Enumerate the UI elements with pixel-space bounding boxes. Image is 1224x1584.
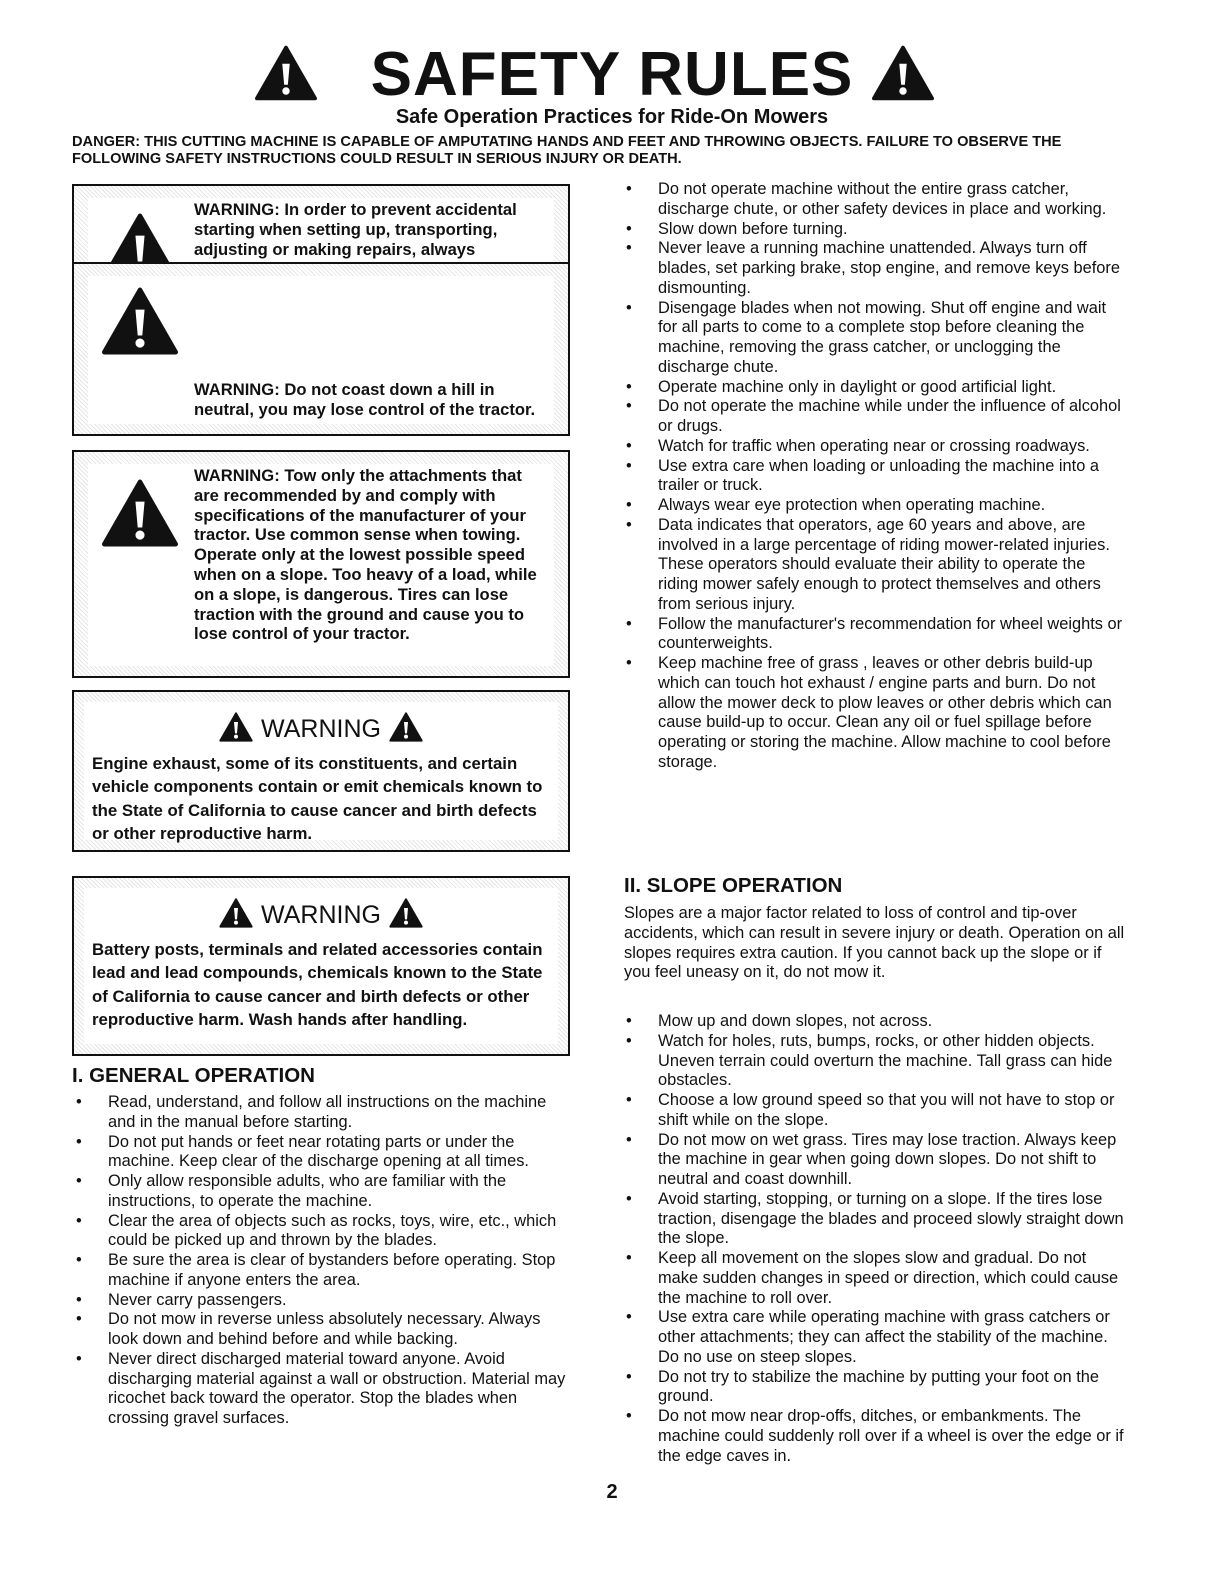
bullet-icon: • — [626, 1091, 632, 1109]
warning-text: WARNING: In order to prevent accidental starting when setting up, transporting, adjusting or making repairs, always — [194, 200, 517, 259]
list-item-text: Do not operate machine without the entire grass catcher, discharge chute, or other safety devices in place and working. — [658, 180, 1107, 218]
list-item-text: Use extra care when loading or unloading the machine into a trailer or truck. — [658, 456, 1100, 495]
list-item-text: Disengage blades when not mowing. Shut off engine and wait for all parts to come to a complete stop before cleaning the machine, removing the grass catcher, or unclogging the discharge chute. — [658, 298, 1107, 376]
bullet-icon: • — [626, 180, 632, 198]
list-item-text: Follow the manufacturer's recommendation for wheel weights or counterweights. — [658, 614, 1123, 653]
list-item — [622, 299, 1126, 378]
list-item-text: Clear the area of objects such as rocks, toys, wire, etc., which could be picked up and thrown by the blades. — [108, 1211, 557, 1250]
list-item — [622, 239, 1126, 298]
list-item — [622, 437, 1126, 457]
warning-box — [72, 450, 570, 678]
bullet-icon: • — [626, 1130, 632, 1149]
warning-triangle-icon — [389, 898, 423, 928]
warning-box-content — [88, 276, 554, 424]
bullet-icon: • — [626, 496, 632, 514]
list-item-text: Operate machine only in daylight or good artificial light. — [658, 377, 1057, 396]
list-item-text: Do not operate the machine while under the influence of alcohol or drugs. — [658, 397, 1121, 435]
section-heading-slope-operation: II. SLOPE OPERATION — [624, 874, 843, 897]
warning-triangle-icon — [102, 478, 178, 548]
bullet-icon: • — [76, 1132, 82, 1151]
list-item-text: Use extra care while operating machine with grass catchers or other attachments; they can affect the stability of the machine. Do no use on steep slopes. — [658, 1308, 1110, 1366]
warning-box — [72, 262, 570, 436]
warning-text: WARNING: Do not coast down a hill in neutral, you may lose control of the tractor. — [194, 380, 536, 419]
warning-triangle-icon — [219, 898, 253, 928]
page-subtitle: Safe Operation Practices for Ride-On Mowers — [395, 106, 829, 128]
california-warning-text: Engine exhaust, some of its constituents, and certain vehicle components contain or emit chemicals known to the State of California to cause cancer and birth defects or other reproductive harm. — [92, 754, 543, 844]
bullet-icon: • — [76, 1349, 82, 1368]
bullet-icon: • — [626, 397, 632, 416]
list-item-text: Never leave a running machine unattended. Always turn off blades, set parking brake, stop engine, and remove keys before dismounting. — [658, 239, 1120, 297]
list-item — [72, 1212, 572, 1252]
list-item-text: Watch for holes, ruts, bumps, rocks, or other hidden objects. Uneven terrain could overturn the machine. Tall grass can hide obstacles. — [658, 1031, 1113, 1090]
bullet-icon: • — [76, 1172, 82, 1190]
bullet-icon: • — [626, 1308, 632, 1327]
list-item-text: Do not mow near drop-offs, ditches, or embankments. The machine could suddenly roll over if a wheel is over the edge or if the edge caves in. — [658, 1407, 1124, 1465]
bullet-icon: • — [626, 436, 632, 455]
bullet-icon: • — [76, 1251, 82, 1269]
bullet-icon: • — [626, 515, 632, 534]
danger-notice: DANGER: THIS CUTTING MACHINE IS CAPABLE OF AMPUTATING HANDS AND FEET AND THROWING OBJECTS. FAILURE TO OBSERVE THE FOLLOWING SAFETY INSTRUCTIONS COULD RESULT IN SERIOUS INJURY OR DEATH. — [72, 134, 1062, 167]
slope-operation-list — [622, 1012, 1126, 1466]
bullet-icon: • — [626, 298, 632, 317]
list-item — [72, 1251, 572, 1291]
list-item — [72, 1291, 572, 1311]
list-item — [622, 378, 1126, 398]
bullet-icon: • — [626, 1012, 632, 1030]
list-item — [622, 1407, 1126, 1466]
bullet-icon: • — [76, 1290, 82, 1309]
list-item-text: Choose a low ground speed so that you will not have to stop or shift while on the slope. — [658, 1091, 1115, 1129]
list-item — [622, 615, 1126, 655]
list-item — [72, 1172, 572, 1212]
list-item-text: Mow up and down slopes, not across. — [658, 1012, 933, 1030]
list-item-text: Watch for traffic when operating near or crossing roadways. — [658, 436, 1090, 455]
warning-heading: WARNING — [261, 715, 381, 743]
bullet-icon: • — [626, 456, 632, 475]
page-number: 2 — [606, 1481, 618, 1503]
list-item-text: Never carry passengers. — [108, 1290, 287, 1309]
list-item — [622, 1091, 1126, 1131]
list-item-text: Slow down before turning. — [658, 219, 848, 238]
list-item-text: Avoid starting, stopping, or turning on a slope. If the tires lose traction, disengage the blades and proceed slowly straight down the slope. — [658, 1189, 1124, 1248]
list-item — [72, 1093, 572, 1133]
list-item — [622, 1190, 1126, 1249]
california-warning-content — [84, 702, 558, 844]
section-heading-general-operation: I. GENERAL OPERATION — [72, 1064, 315, 1087]
page-title: SAFETY RULES — [370, 40, 854, 109]
list-item — [622, 180, 1126, 220]
california-warning-header — [84, 898, 558, 930]
bullet-icon: • — [626, 239, 632, 258]
list-item — [622, 220, 1126, 240]
general-operation-list — [72, 1093, 572, 1429]
list-item — [622, 1308, 1126, 1367]
warning-triangle-icon — [219, 712, 253, 742]
list-item — [622, 1131, 1126, 1190]
list-item — [72, 1350, 572, 1429]
list-item — [622, 1249, 1126, 1308]
general-operation-continued-list — [622, 180, 1126, 773]
list-item — [72, 1310, 572, 1350]
list-item-text: Do not put hands or feet near rotating parts or under the machine. Keep clear of the discharge opening at all times. — [108, 1132, 529, 1171]
list-item-text: Data indicates that operators, age 60 years and above, are involved in a large percentage of riding mower-related injuries. These operators should evaluate their ability to operate the riding mower safely enough to protect themselves and others from serious injury. — [658, 515, 1110, 613]
list-item-text: Do not mow in reverse unless absolutely necessary. Always look down and behind before and while backing. — [108, 1310, 541, 1348]
list-item — [622, 397, 1126, 437]
bullet-icon: • — [626, 614, 632, 633]
bullet-icon: • — [626, 1031, 632, 1050]
bullet-icon: • — [76, 1310, 82, 1329]
list-item-text: Always wear eye protection when operating machine. — [658, 496, 1046, 514]
california-warning-box — [72, 690, 570, 852]
warning-text: WARNING: Tow only the attachments that are recommended by and comply with specifications of the manufacturer of your tractor. Use common sense when towing. Operate only at the lowest possible speed when on a slope. Too heavy of a load, while on a slope, is dangerous. Tires can lose traction with the ground and cause you to lose control of your tractor. — [194, 466, 537, 644]
california-warning-text: Battery posts, terminals and related accessories contain lead and lead compounds, chemicals known to the State of California to cause cancer and birth defects or other reproductive harm. Wash hands after handling. — [92, 940, 543, 1030]
slope-operation-intro: Slopes are a major factor related to loss of control and tip-over accidents, which can result in severe injury or death. Operation on all slopes requires extra caution. If you cannot back up the slope or if you feel uneasy on it, do not mow it. — [624, 904, 1125, 982]
california-warning-header — [84, 712, 558, 744]
list-item-text: Do not mow on wet grass. Tires may lose traction. Always keep the machine in gear when going down slopes. Do not shift to neutral and coast downhill. — [658, 1130, 1117, 1188]
california-warning-box — [72, 876, 570, 1056]
bullet-icon: • — [626, 219, 632, 238]
list-item-text: Be sure the area is clear of bystanders before operating. Stop machine if anyone enters the area. — [108, 1251, 556, 1289]
bullet-icon: • — [626, 1189, 632, 1208]
bullet-icon: • — [626, 1367, 632, 1386]
warning-triangle-icon — [102, 286, 178, 356]
california-warning-content — [84, 888, 558, 1044]
list-item-text: Keep machine free of grass , leaves or other debris build-up which can touch hot exhaust / engine parts and burn. Do not allow the mower deck to plow leaves or other debris which can cause build-up to occur. Clean any oil or fuel spillage before operating or storing the machine. Allow machine to cool before storage. — [658, 654, 1112, 771]
list-item — [622, 1032, 1126, 1091]
warning-triangle-icon — [389, 712, 423, 742]
bullet-icon: • — [626, 377, 632, 396]
warning-triangle-icon — [872, 36, 934, 110]
bullet-icon: • — [626, 654, 632, 672]
bullet-icon: • — [76, 1211, 82, 1230]
bullet-icon: • — [626, 1249, 632, 1267]
list-item — [622, 654, 1126, 773]
list-item — [622, 1368, 1126, 1408]
list-item — [72, 1133, 572, 1173]
list-item — [622, 457, 1126, 497]
list-item-text: Read, understand, and follow all instructions on the machine and in the manual before starting. — [108, 1093, 547, 1131]
bullet-icon: • — [76, 1093, 82, 1111]
list-item-text: Do not try to stabilize the machine by putting your foot on the ground. — [658, 1367, 1099, 1406]
bullet-icon: • — [626, 1407, 632, 1425]
list-item-text: Keep all movement on the slopes slow and gradual. Do not make sudden changes in speed or direction, which could cause the machine to roll over. — [658, 1249, 1119, 1307]
warning-heading: WARNING — [261, 901, 381, 929]
list-item-text: Only allow responsible adults, who are familiar with the instructions, to operate the machine. — [108, 1172, 507, 1210]
list-item-text: Never direct discharged material toward anyone. Avoid discharging material against a wall or obstruction. Material may ricochet back toward the operator. Stop the blades when crossing gravel surfaces. — [108, 1349, 566, 1427]
warning-box-content — [88, 464, 554, 666]
list-item — [622, 1012, 1126, 1032]
list-item — [622, 496, 1126, 516]
list-item — [622, 516, 1126, 615]
